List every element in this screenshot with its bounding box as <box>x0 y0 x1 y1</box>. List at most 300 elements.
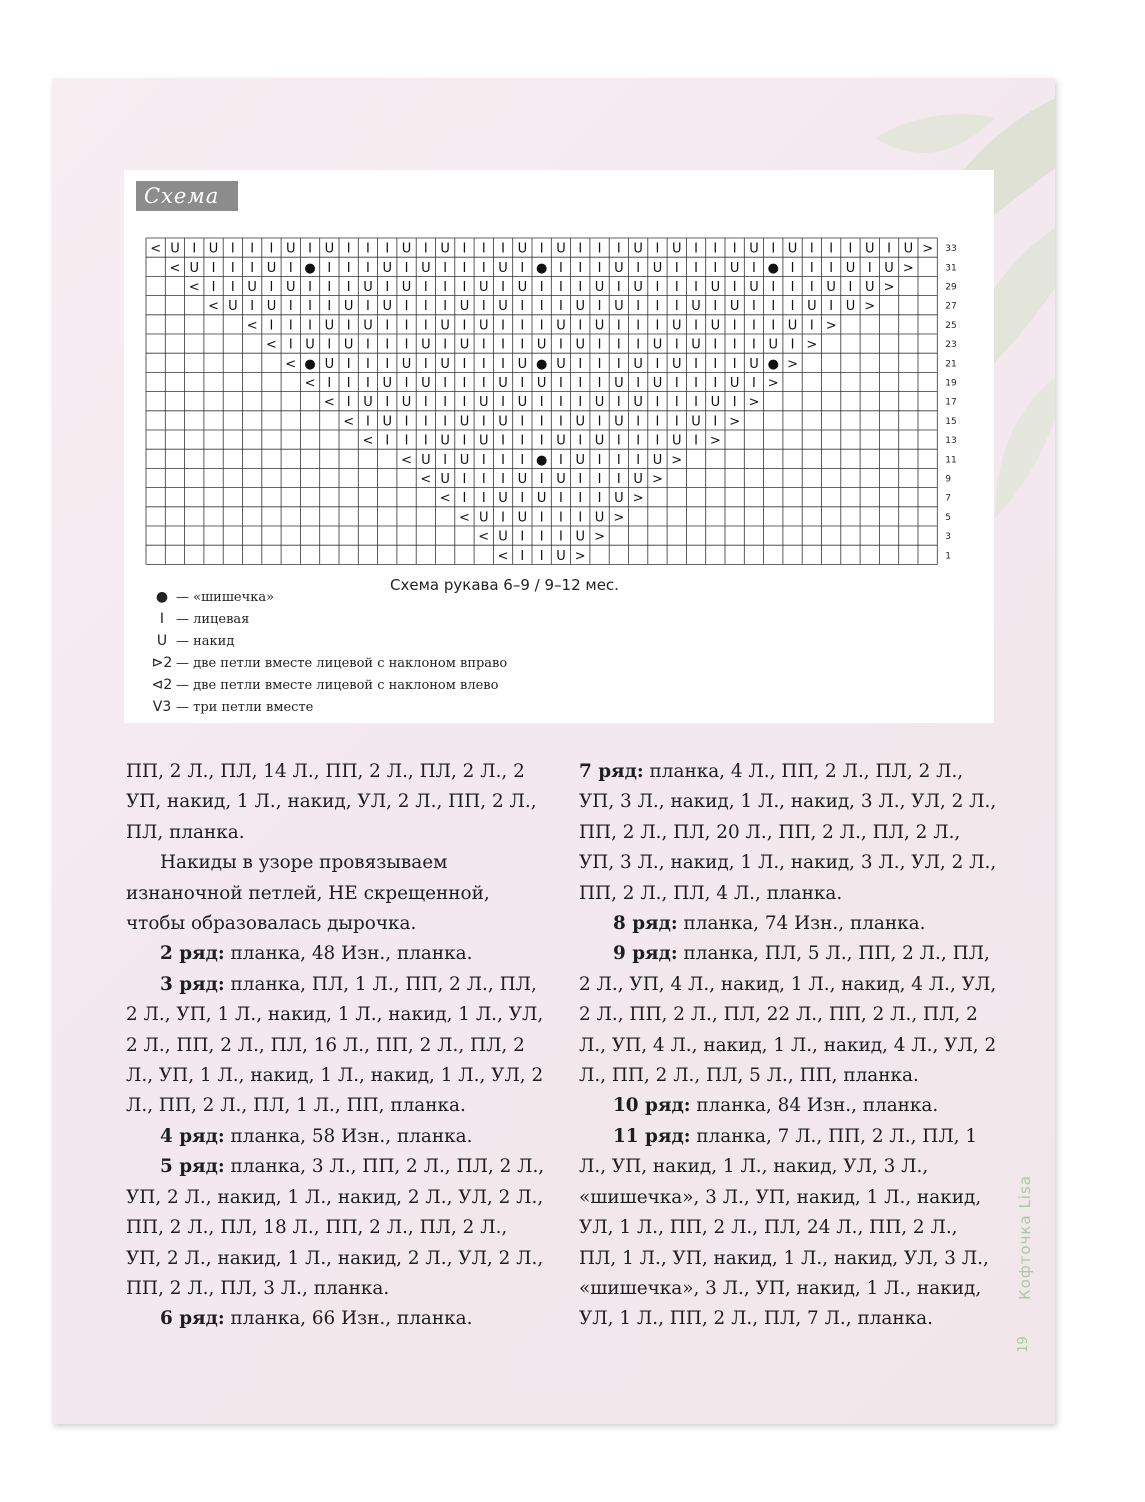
chart-cell: I <box>616 356 621 372</box>
chart-cell: I <box>578 510 583 526</box>
chart-cell: I <box>694 260 698 276</box>
chart-cell: I <box>481 376 486 391</box>
chart-cell: U <box>575 337 586 353</box>
chart-cell: ● <box>304 260 316 276</box>
chart-cell: I <box>771 280 776 295</box>
chart-cell: I <box>713 260 718 276</box>
chart-cell: U <box>671 433 682 449</box>
chart-cell: U <box>401 395 412 411</box>
chart-cell: I <box>327 280 332 295</box>
chart-cell: I <box>616 433 621 449</box>
chart-cell: < <box>150 241 162 257</box>
chart-cell: U <box>382 260 393 276</box>
chart-cell: I <box>288 337 293 353</box>
chart-cell: I <box>674 299 679 315</box>
chart-cell: I <box>636 376 641 391</box>
chart-cell: I <box>790 337 795 353</box>
chart-cell: I <box>636 433 641 449</box>
chart-cell: I <box>346 318 351 334</box>
chart-cell: U <box>556 241 566 257</box>
chart-cell: I <box>578 491 583 507</box>
chart-cell: I <box>636 337 641 353</box>
chart-cell: I <box>713 299 718 315</box>
chart-cell: U <box>401 241 412 257</box>
chart-cell: I <box>462 376 467 391</box>
chart-cell: I <box>423 280 428 295</box>
chart-cell: I <box>674 337 679 353</box>
chart-cell: U <box>363 280 373 295</box>
chart-cell: U <box>478 395 489 411</box>
yarn-over-icon: U <box>156 633 168 649</box>
chart-cell: I <box>559 260 563 276</box>
chart-cell: I <box>597 356 602 372</box>
chart-cell: < <box>169 260 181 276</box>
chart-cell: I <box>539 548 544 564</box>
chart-cell: U <box>575 299 586 315</box>
chart-cell: I <box>559 414 563 430</box>
chart-cell: U <box>633 395 643 411</box>
chart-cell: U <box>498 414 508 430</box>
chart-cell: I <box>887 241 891 257</box>
chart-cell: U <box>324 356 335 372</box>
chart-cell: I <box>230 280 235 295</box>
chart-cell: U <box>498 529 508 545</box>
chart-cell: I <box>578 241 583 257</box>
row-10-instruction: 10 ряд: планка, 84 Изн., планка. <box>613 1095 939 1117</box>
row-2-instruction: 2 ряд: планка, 48 Изн., планка. <box>160 943 473 965</box>
k3tog-icon: V3 <box>152 699 172 715</box>
chart-cell: I <box>578 280 583 295</box>
chart-cell: U <box>266 299 277 315</box>
chart-cell: I <box>674 260 679 276</box>
row-number: 9 <box>945 474 952 485</box>
row-number: 29 <box>945 282 957 293</box>
chart-cell: I <box>308 241 312 257</box>
chart-cell: U <box>710 318 721 334</box>
chart-cell: U <box>517 356 528 372</box>
chart-cell: U <box>556 548 566 564</box>
chart-cell: I <box>443 376 448 391</box>
chart-caption: Схема рукава 6–9 / 9–12 мес. <box>390 576 619 594</box>
chart-cell: > <box>825 318 837 334</box>
chart-cell: I <box>501 433 505 449</box>
chart-cell: ● <box>535 356 548 372</box>
chart-cell: I <box>655 433 660 449</box>
chart-cell: U <box>652 376 663 391</box>
chart-cell: U <box>575 529 586 545</box>
chart-cell: I <box>539 241 544 257</box>
chart-cell: I <box>694 241 698 257</box>
row-11-instruction: 11 ряд: планка, 7 Л., ПП, 2 Л., ПЛ, 1 Л., УП, накид, 1 Л., накид, УЛ, 3 Л., «шишечка», 3 Л., УП, накид, 1 Л., накид, УЛ, 1 Л., ПП, 2 Л., ПЛ, 24 Л., ПП, 2 Л., ПЛ, 1 Л., УП, накид, 1 Л., накид, УЛ, 3 Л., «шишечка», 3 Л., УП, накид, 1 Л., накид, УЛ, 1 Л., ПП, 2 Л., ПЛ, 7 Л., планка. <box>579 1125 989 1330</box>
chart-cell: I <box>752 376 756 391</box>
chart-cell: I <box>809 318 814 334</box>
chart-cell: I <box>559 510 563 526</box>
chart-cell: U <box>691 414 701 430</box>
chart-cell: U <box>517 510 528 526</box>
chart-cell: I <box>771 241 776 257</box>
chart-cell: I <box>790 299 795 315</box>
chart-cell: I <box>848 241 853 257</box>
chart-cell: I <box>230 241 235 257</box>
chart-cell: I <box>539 414 544 430</box>
chart-cell: > <box>709 433 721 449</box>
chart-cell: U <box>710 280 721 295</box>
chart-cell: U <box>440 433 450 449</box>
chart-cell: U <box>556 472 566 487</box>
chart-cell: I <box>327 337 332 353</box>
chart-cell: I <box>616 472 621 487</box>
chart-cell: U <box>845 260 856 276</box>
chart-cell: I <box>578 433 583 449</box>
chart-cell: I <box>462 280 467 295</box>
chart-cell: U <box>440 472 450 487</box>
chart-cell: I <box>636 318 641 334</box>
chart-cell: I <box>462 318 467 334</box>
chart-cell: I <box>597 337 602 353</box>
chart-cell: I <box>404 299 409 315</box>
chart-cell: < <box>208 299 220 315</box>
row-number: 27 <box>945 301 957 312</box>
chart-cell: I <box>732 280 737 295</box>
chart-cell: U <box>864 280 875 295</box>
chart-cell: I <box>501 280 505 295</box>
chart-cell: < <box>458 510 470 526</box>
chart-cell: ● <box>304 356 316 372</box>
chart-cell: I <box>288 299 293 315</box>
chart-cell: U <box>498 376 508 391</box>
chart-cell: I <box>462 356 467 372</box>
chart-cell: > <box>748 395 760 411</box>
chart-cell: U <box>401 356 412 372</box>
chart-cell: I <box>694 280 698 295</box>
chart-cell: I <box>366 356 370 372</box>
chart-cell: U <box>633 280 643 295</box>
row-number: 13 <box>945 436 957 447</box>
chart-cell: U <box>459 414 470 430</box>
chart-cell: U <box>478 433 489 449</box>
chart-cell: I <box>308 318 312 334</box>
chart-cell: U <box>671 241 682 257</box>
row-3-instruction: 3 ряд: планка, ПЛ, 1 Л., ПП, 2 Л., ПЛ, 2 Л., УП, 1 Л., накид, 1 Л., накид, 1 Л., УЛ, 2 Л., ПП, 2 Л., ПЛ, 16 Л., ПП, 2 Л., ПЛ, 2 Л., УП, 1 Л., накид, 1 Л., накид, 1 Л., УЛ, 2 Л., ПП, 2 Л., ПЛ, 1 Л., ПП, планка. <box>126 973 544 1117</box>
chart-cell: U <box>575 452 586 468</box>
chart-cell: U <box>594 318 605 334</box>
chart-cell: I <box>771 299 776 315</box>
chart-cell: I <box>327 299 332 315</box>
chart-cell: U <box>170 241 180 257</box>
row-7-instruction: 7 ряд: планка, 4 Л., ПП, 2 Л., ПЛ, 2 Л., УП, 3 Л., накид, 1 Л., накид, 3 Л., УЛ, 2 Л., ПП, 2 Л., ПЛ, 20 Л., ПП, 2 Л., ПЛ, 2 Л., УП, 3 Л., накид, 1 Л., накид, 3 Л., УЛ, 2 Л., ПП, 2 Л., ПЛ, 4 Л., планка. <box>579 761 997 904</box>
chart-cell: I <box>597 241 602 257</box>
chart-cell: U <box>517 241 528 257</box>
chart-cell: > <box>574 548 586 564</box>
chart-cell: I <box>308 280 312 295</box>
chart-cell: < <box>285 356 297 372</box>
page-number: 19 <box>1015 1336 1031 1353</box>
chart-cell: < <box>362 433 374 449</box>
chart-cell: I <box>366 299 370 315</box>
k2tog-right-icon: ⊳2 <box>151 655 173 671</box>
row-6-instruction: 6 ряд: планка, 66 Изн., планка. <box>160 1308 473 1330</box>
chart-cell: I <box>462 241 467 257</box>
chart-cell: I <box>655 318 660 334</box>
chart-cell: I <box>501 472 505 487</box>
chart-cell: I <box>578 318 583 334</box>
chart-cell: I <box>366 414 370 430</box>
chart-cell: I <box>539 529 544 545</box>
chart-cell: I <box>539 472 544 487</box>
chart-cell: I <box>616 280 621 295</box>
row-number: 31 <box>945 263 957 274</box>
chart-cell: > <box>922 241 934 257</box>
chart-cell: U <box>652 452 663 468</box>
legend-item <box>148 674 507 696</box>
chart-cell: U <box>343 337 354 353</box>
chart-cell: I <box>462 433 467 449</box>
chart-cell: I <box>713 414 718 430</box>
chart-cell: > <box>671 452 683 468</box>
chart-cell: I <box>809 241 814 257</box>
chart-cell: U <box>421 376 431 391</box>
chart-cell: I <box>462 472 467 487</box>
chart-cell: I <box>790 260 795 276</box>
chart-cell: I <box>597 299 602 315</box>
chart-cell: ● <box>767 260 779 276</box>
chart-cell: I <box>385 395 390 411</box>
chart-cell: I <box>597 376 602 391</box>
chart-cell: U <box>382 299 393 315</box>
chart-cell: I <box>636 414 641 430</box>
chart-cell: U <box>440 318 450 334</box>
text-column-left <box>126 757 546 1335</box>
chart-cell: I <box>674 414 679 430</box>
row-number: 21 <box>945 359 957 370</box>
chart-cell: I <box>481 356 486 372</box>
chart-cell: U <box>556 433 566 449</box>
chart-cell: I <box>636 299 641 315</box>
chart-cell: I <box>539 510 544 526</box>
chart-cell: U <box>864 241 875 257</box>
chart-cell: U <box>729 299 740 315</box>
chart-cell: I <box>269 318 274 334</box>
chart-cell: I <box>443 299 448 315</box>
chart-cell: U <box>691 299 701 315</box>
text-column-right <box>579 757 999 1335</box>
chart-cell: I <box>520 491 525 507</box>
legend-item <box>148 608 507 630</box>
chart-cell: ● <box>535 260 548 276</box>
chart-cell: I <box>443 337 448 353</box>
chart-cell: I <box>636 452 641 468</box>
chart-cell: < <box>497 548 509 564</box>
chart-cell: U <box>266 260 277 276</box>
chart-cell: I <box>462 491 467 507</box>
chart-cell: U <box>363 318 373 334</box>
chart-cell: U <box>575 414 586 430</box>
chart-cell: U <box>536 376 547 391</box>
chart-cell: I <box>385 337 390 353</box>
chart-cell: I <box>616 395 621 411</box>
paragraph: Накиды в узоре провязываем изнаночной петлей, НЕ скрещенной, чтобы образовалась дырочка. <box>126 852 490 935</box>
chart-cell: U <box>285 241 296 257</box>
chart-cell: I <box>346 241 351 257</box>
chart-cell: < <box>401 452 413 468</box>
chart-cell: I <box>501 337 505 353</box>
chart-cell: I <box>790 280 795 295</box>
chart-cell: U <box>324 241 335 257</box>
chart-cell: I <box>539 433 544 449</box>
chart-cell: I <box>346 356 351 372</box>
chart-cell: I <box>578 356 583 372</box>
chart-cell: I <box>674 376 679 391</box>
chart-cell: I <box>616 241 621 257</box>
row-number: 7 <box>945 493 952 504</box>
chart-cell: I <box>192 241 197 257</box>
chart-cell: I <box>597 452 602 468</box>
row-number: 25 <box>945 320 957 331</box>
row-number: 3 <box>945 532 952 543</box>
chart-cell: U <box>478 510 489 526</box>
chart-cell: I <box>288 260 293 276</box>
chart-cell: < <box>246 318 258 334</box>
legend-text: — лицевая <box>176 611 250 627</box>
chart-cell: U <box>536 491 547 507</box>
legend-text: — три петли вместе <box>176 699 314 715</box>
chart-cell: I <box>346 376 351 391</box>
chart-cell: I <box>578 260 583 276</box>
chart-cell: > <box>902 260 914 276</box>
chart-cell: I <box>655 414 660 430</box>
chart-cell: U <box>517 395 528 411</box>
chart-cell: U <box>517 280 528 295</box>
chart-cell: I <box>829 299 834 315</box>
chart-cell: > <box>883 280 895 295</box>
chart-cell: I <box>636 260 641 276</box>
chart-cell: < <box>343 414 355 430</box>
chart-cell: I <box>694 395 698 411</box>
chart-cell: I <box>752 299 756 315</box>
chart-cell: I <box>404 337 409 353</box>
chart-cell: I <box>481 472 486 487</box>
chart-cell: I <box>385 280 390 295</box>
row-8-instruction: 8 ряд: планка, 74 Изн., планка. <box>613 913 926 935</box>
chart-cell: I <box>481 260 486 276</box>
row-number: 1 <box>945 551 952 562</box>
chart-cell: I <box>597 491 602 507</box>
chart-cell: < <box>304 376 316 391</box>
chart-cell: I <box>713 241 718 257</box>
chart-cell: I <box>752 318 756 334</box>
knitting-chart <box>144 236 984 570</box>
chart-cell: I <box>559 280 563 295</box>
chart-cell: > <box>613 510 625 526</box>
chart-cell: U <box>305 337 315 353</box>
bobble-icon: ● <box>155 589 169 605</box>
chart-cell: U <box>189 260 200 276</box>
chart-cell: I <box>385 241 390 257</box>
chart-cell: I <box>732 318 737 334</box>
chart-cell: I <box>481 452 486 468</box>
row-number: 33 <box>945 244 957 255</box>
chart-cell: > <box>651 472 663 487</box>
chart-cell: I <box>423 241 428 257</box>
chart-cell: U <box>440 356 450 372</box>
chart-cell: U <box>691 337 701 353</box>
chart-cell: U <box>884 260 894 276</box>
row-5-instruction: 5 ряд: планка, 3 Л., ПП, 2 Л., ПЛ, 2 Л., УП, 2 Л., накид, 1 Л., накид, 2 Л., УЛ, 2 Л., ПП, 2 Л., ПЛ, 18 Л., ПП, 2 Л., ПЛ, 2 Л., УП, 2 Л., накид, 1 Л., накид, 2 Л., УЛ, 2 Л., ПП, 2 Л., ПЛ, 3 Л., планка. <box>126 1156 545 1299</box>
chart-cell: I <box>346 395 351 411</box>
chart-cell: I <box>539 280 544 295</box>
chart-cell: I <box>732 356 737 372</box>
chart-cell: I <box>559 529 563 545</box>
legend-item <box>148 630 507 652</box>
chart-cell: I <box>501 241 505 257</box>
chart-cell: U <box>614 260 624 276</box>
chart-cell: I <box>501 318 505 334</box>
chart-cell: U <box>478 318 489 334</box>
chart-cell: U <box>208 241 219 257</box>
chart-cell: I <box>597 472 602 487</box>
chart-cell: U <box>247 280 257 295</box>
chart-cell: > <box>806 337 818 353</box>
chart-cell: U <box>536 337 547 353</box>
chart-cell: I <box>616 337 621 353</box>
chart-cell: < <box>478 529 490 545</box>
chart-cell: I <box>655 299 660 315</box>
chart-cell: U <box>498 491 508 507</box>
chart-cell: I <box>501 356 505 372</box>
chart-cell: U <box>478 280 489 295</box>
legend-item <box>148 696 507 718</box>
legend-item <box>148 586 507 608</box>
chart-cell: I <box>867 260 872 276</box>
chart-cell: I <box>481 299 486 315</box>
chart-cell: U <box>749 280 759 295</box>
chart-cell: U <box>614 491 624 507</box>
chart-cell: I <box>713 376 718 391</box>
chart-cell: I <box>269 241 274 257</box>
chart-cell: I <box>539 395 544 411</box>
chart-cell: U <box>807 299 817 315</box>
chart-cell: I <box>578 395 583 411</box>
chart-cell: U <box>768 337 779 353</box>
chart-cell: U <box>671 356 682 372</box>
chart-cell: U <box>421 337 431 353</box>
chart-cell: < <box>265 337 277 353</box>
chart-cell: I <box>694 318 698 334</box>
chart-cell: U <box>594 280 605 295</box>
row-number: 11 <box>945 455 957 466</box>
chart-cell: I <box>443 280 448 295</box>
chart-cell: I <box>520 529 525 545</box>
legend-text: — «шишечка» <box>176 589 275 605</box>
chart-cell: U <box>228 299 238 315</box>
chart-cell: I <box>501 395 505 411</box>
chart-cell: I <box>520 318 525 334</box>
chart-cell: I <box>752 260 756 276</box>
chart-cell: I <box>578 472 583 487</box>
chart-cell: I <box>327 260 332 276</box>
chart-cell: < <box>323 395 335 411</box>
chart-cell: I <box>520 414 525 430</box>
chart-cell: I <box>423 395 428 411</box>
chart-cell: I <box>443 414 448 430</box>
chart-cell: U <box>421 452 431 468</box>
chart-cell: U <box>324 318 335 334</box>
chart-cell: I <box>732 241 737 257</box>
chart-cell: U <box>401 280 412 295</box>
chart-cell: I <box>520 548 525 564</box>
chart-cell: I <box>559 491 563 507</box>
chart-cell: I <box>462 395 467 411</box>
